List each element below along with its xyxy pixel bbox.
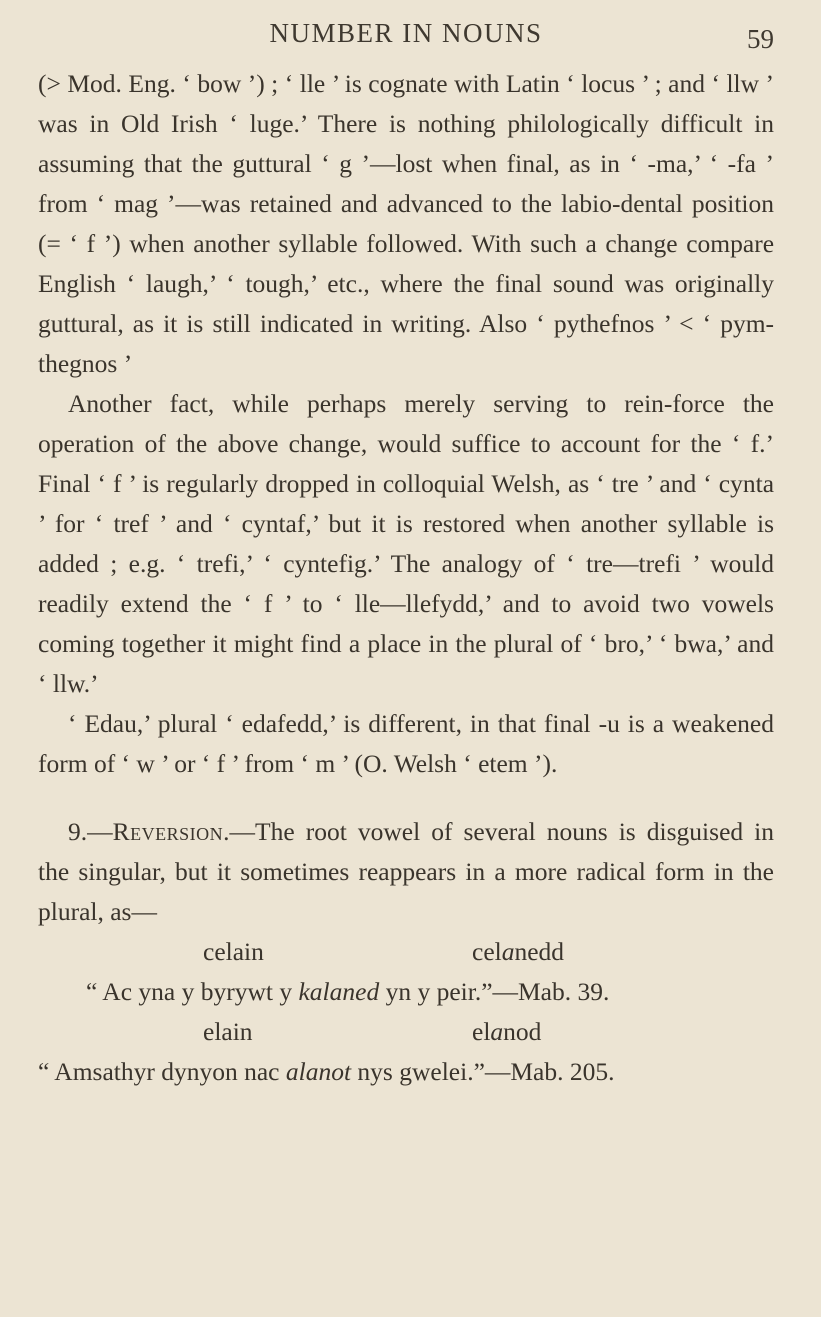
text-line: -u is a weakened form of ‘ w ’ or ‘ f ’ from ‘ m ’ (O. <box>38 709 774 778</box>
text-line: guttural ‘ g ’—lost when final, as in ‘ -ma,’ ‘ -fa ’ from <box>38 149 775 218</box>
text-line: still indicated in writing. Also ‘ pythefnos ’ < ‘ pym- <box>212 309 775 338</box>
quote-text: “ Amsathyr dynyon nac <box>38 1057 286 1086</box>
plural-vowel: a <box>501 937 515 966</box>
paragraph-3 <box>38 704 774 784</box>
example-pair-2 <box>38 1012 774 1052</box>
plural-suffix: nod <box>503 1017 542 1046</box>
text-line: (> Mod. Eng. ‘ bow ’) ; ‘ lle ’ is cognate with Latin <box>38 69 560 98</box>
example-quote-1 <box>38 972 774 1012</box>
text-line: disguised in the singular, but it sometimes reappears in <box>38 817 775 886</box>
quote-word: kalaned <box>298 977 380 1006</box>
text-line: is added ; e.g. ‘ trefi,’ ‘ cyntefig.’ The analogy of ‘ tre <box>38 509 774 578</box>
plural-form <box>472 1012 541 1052</box>
section-heading: Reversion <box>112 817 224 846</box>
text-line: in colloquial Welsh, as ‘ tre ’ and ‘ cynta ’ for ‘ tref ’ <box>38 469 775 538</box>
text-line: such a change compare English ‘ laugh,’ ‘ tough,’ etc., <box>38 229 775 298</box>
section-9-paragraph <box>38 812 774 932</box>
section-gap <box>38 784 774 812</box>
singular-form: elain <box>203 1017 253 1046</box>
text-line: ‘ locus ’ ; and ‘ llw ’ was in Old Irish ‘ luge.’ There is <box>38 69 775 138</box>
book-page <box>38 18 774 1092</box>
text-line: Another fact, while perhaps merely serving to rein- <box>68 389 673 418</box>
text-line: ‘ mag ’—was retained and advanced to the labio-dental <box>96 189 683 218</box>
example-pair-1 <box>38 932 774 972</box>
quote-text: “ Ac yna y byrywt y <box>86 977 299 1006</box>
page-number: 59 <box>747 24 774 54</box>
paragraph-2 <box>38 384 774 704</box>
text-line: thegnos ’ <box>38 349 133 378</box>
quote-source: nys gwelei.”—Mab. 205. <box>351 1057 615 1086</box>
text-line: and to avoid two vowels coming together it might find <box>38 589 774 658</box>
text-line: Welsh ‘ etem ’). <box>393 749 558 778</box>
plural-suffix: nedd <box>514 937 565 966</box>
text-line: to account for the ‘ f.’ Final ‘ f ’ is regularly dropped <box>38 429 774 498</box>
plural-prefix: el <box>472 1017 491 1046</box>
body-text <box>38 64 774 1092</box>
plural-form <box>472 932 564 972</box>
singular-form: celain <box>203 937 264 966</box>
plural-prefix: cel <box>472 937 502 966</box>
quote-source: yn y peir.”—Mab. 39. <box>379 977 610 1006</box>
example-quote-2 <box>38 1052 774 1092</box>
text-line: a more radical form in the plural, as— <box>38 857 775 926</box>
text-line: nothing philologically difficult in assuming that the <box>38 109 774 178</box>
section-number: 9.— <box>68 817 113 846</box>
text-line: —trefi ’ would readily extend the ‘ f ’ to ‘ lle—llefydd,’ <box>38 549 774 618</box>
text-line: where the final sound was originally guttural, as it is <box>38 269 775 338</box>
text-line: force the operation of the above change, would suffice <box>38 389 774 458</box>
text-line: and ‘ cyntaf,’ but it is restored when another syllable <box>175 509 747 538</box>
paragraph-1 <box>38 64 774 384</box>
text-line: a place in the plural of ‘ bro,’ ‘ bwa,’ and ‘ llw.’ <box>38 629 775 698</box>
text-line: position (= ‘ f ’) when another syllable followed. With <box>38 189 775 258</box>
running-title: NUMBER IN NOUNS <box>269 18 543 48</box>
running-head <box>38 18 774 64</box>
quote-word: alanot <box>285 1057 352 1086</box>
text-line: .—The root vowel of several nouns is <box>223 817 636 846</box>
plural-vowel: a <box>490 1017 504 1046</box>
text-line: ‘ Edau,’ plural ‘ edafedd,’ is different, in that final <box>68 709 591 738</box>
